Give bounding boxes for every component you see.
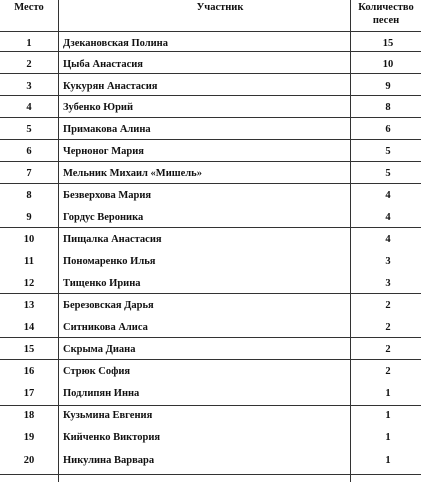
table-row <box>0 339 421 361</box>
song-count-cell: 1 <box>385 388 391 399</box>
place-cell: 1 <box>26 38 32 49</box>
row-divider <box>0 73 421 74</box>
participant-cell: Гордус Вероника <box>63 212 144 223</box>
row-divider <box>0 95 421 96</box>
participant-cell: Кукурян Анастасия <box>63 81 158 92</box>
place-cell: 8 <box>26 190 32 201</box>
place-cell: 4 <box>26 102 32 113</box>
place-cell: 17 <box>23 388 35 399</box>
table-row <box>0 163 421 185</box>
participant-cell: Кийченко Виктория <box>63 432 161 443</box>
participant-cell: Пономаренко Илья <box>63 256 156 267</box>
participant-cell: Зубенко Юрий <box>63 102 134 113</box>
song-count-cell: 15 <box>382 38 394 49</box>
song-count-cell: 1 <box>385 455 391 466</box>
place-cell: 6 <box>26 146 32 157</box>
song-count-cell: 1 <box>385 410 391 421</box>
participant-cell: Дзекановская Полина <box>63 38 168 49</box>
song-count-cell: 6 <box>385 124 391 135</box>
row-divider <box>0 293 421 294</box>
table-row <box>0 405 421 427</box>
table-row <box>0 317 421 339</box>
song-count-cell: 3 <box>385 256 391 267</box>
table-bottom-border <box>0 474 421 475</box>
table-row <box>0 450 421 472</box>
participant-cell: Тищенко Ирина <box>63 278 141 289</box>
song-count-cell: 3 <box>385 278 391 289</box>
place-cell: 13 <box>23 300 35 311</box>
place-cell: 9 <box>26 212 32 223</box>
participant-cell: Черноног Мария <box>63 146 144 157</box>
song-count-cell: 4 <box>385 212 391 223</box>
place-cell: 11 <box>24 256 34 267</box>
participant-cell: Подлипян Инна <box>63 388 140 399</box>
participant-cell: Никулина Варвара <box>63 455 155 466</box>
participant-cell: Безверхова Мария <box>63 190 152 201</box>
participant-cell: Скрыма Диана <box>63 344 136 355</box>
row-divider <box>0 139 421 140</box>
place-cell: 3 <box>26 81 32 92</box>
header-divider <box>0 31 421 32</box>
song-count-cell: 2 <box>385 300 391 311</box>
header-participant: Участник <box>196 2 244 13</box>
place-cell: 5 <box>26 124 32 135</box>
table-row <box>0 273 421 295</box>
place-cell: 15 <box>23 344 35 355</box>
header-count-line1: Количество <box>358 2 414 13</box>
row-divider <box>0 337 421 338</box>
place-cell: 16 <box>23 366 35 377</box>
table-row <box>0 295 421 317</box>
song-count-cell: 2 <box>385 344 391 355</box>
row-divider <box>0 227 421 228</box>
song-count-cell: 5 <box>385 168 391 179</box>
song-count-cell: 2 <box>385 366 391 377</box>
row-divider <box>0 117 421 118</box>
place-cell: 7 <box>26 168 32 179</box>
song-count-cell: 1 <box>385 432 391 443</box>
participant-cell: Пищалка Анастасия <box>63 234 162 245</box>
table-row <box>0 97 421 119</box>
table-row <box>0 185 421 207</box>
place-cell: 19 <box>23 432 35 443</box>
row-divider <box>0 51 421 52</box>
table-row <box>0 361 421 383</box>
place-cell: 10 <box>23 234 35 245</box>
table-row <box>0 207 421 229</box>
place-cell: 18 <box>23 410 35 421</box>
place-cell: 12 <box>23 278 35 289</box>
song-count-cell: 4 <box>385 190 391 201</box>
participant-cell: Примакова Алина <box>63 124 151 135</box>
table-row <box>0 119 421 141</box>
participant-cell: Ситникова Алиса <box>63 322 148 333</box>
song-count-cell: 8 <box>385 102 391 113</box>
participant-cell: Стрюк София <box>63 366 131 377</box>
table-row <box>0 427 421 449</box>
header-place: Место <box>14 2 44 13</box>
place-cell: 2 <box>26 59 32 70</box>
participant-cell: Кузьмина Евгения <box>63 410 153 421</box>
table-row <box>0 251 421 273</box>
place-cell: 14 <box>23 322 35 333</box>
table-row <box>0 141 421 163</box>
song-count-cell: 2 <box>385 322 391 333</box>
header-count-line2: песен <box>372 15 400 26</box>
song-count-cell: 10 <box>382 59 394 70</box>
table-row <box>0 229 421 251</box>
song-count-cell: 5 <box>385 146 391 157</box>
participant-cell: Мельник Михаил «Мишель» <box>63 168 202 179</box>
song-count-cell: 9 <box>385 81 391 92</box>
participant-cell: Березовская Дарья <box>63 300 154 311</box>
table-row <box>0 383 421 405</box>
song-count-cell: 4 <box>385 234 391 245</box>
row-divider <box>0 359 421 360</box>
participant-cell: Цыба Анастасия <box>63 59 143 70</box>
row-divider <box>0 161 421 162</box>
place-cell: 20 <box>23 455 35 466</box>
row-divider <box>0 183 421 184</box>
row-divider <box>0 405 421 406</box>
